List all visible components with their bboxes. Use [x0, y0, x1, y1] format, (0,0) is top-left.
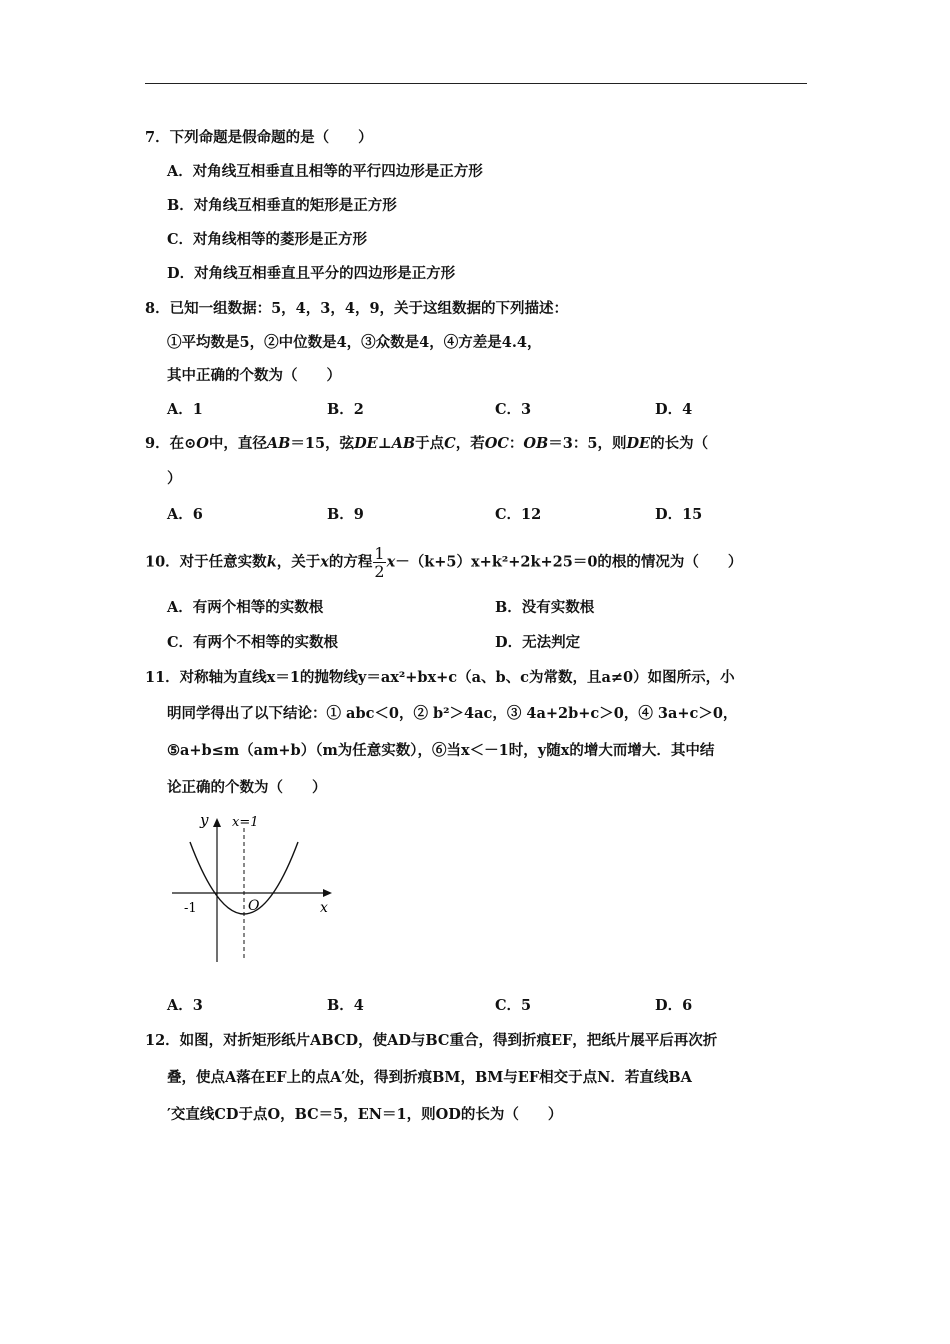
q7-stem: 7．下列命题是假命题的是（ ） — [145, 129, 373, 146]
q8-option-d: D．4 — [655, 401, 693, 418]
q8-statements: ①平均数是5，②中位数是4，③众数是4，④方差是4.4， — [167, 334, 542, 351]
q12-line-2: 叠，使点A落在EF上的点A′处，得到折痕BM，BM与EF相交于点N．若直线BA — [167, 1069, 692, 1086]
q9-option-c: C．12 — [495, 506, 542, 523]
q8-option-a: A．1 — [167, 401, 203, 418]
q11-line-3: ⑤a+b≤m（am+b）（m为任意实数），⑥当x＜－1时，y随x的增大而增大．其中结 — [167, 742, 715, 759]
q10-option-d: D．无法判定 — [495, 634, 581, 651]
q12-line-3: ′交直线CD于点O，BC＝5，EN＝1，则OD的长为（ ） — [167, 1106, 563, 1123]
q7-option-d: D．对角线互相垂直且平分的四边形是正方形 — [167, 265, 456, 282]
q9-option-a: A．6 — [167, 506, 203, 523]
y-axis-arrow — [213, 818, 221, 827]
q10-stem: 10．对于任意实数k，关于x的方程 $\frac{1}{2}$ x－（k+5）x+k²+2k+25＝0的根的情况为（ ） — [145, 544, 743, 581]
q10-fraction: $\frac{1}{2}$ — [374, 544, 385, 581]
q9-stem: 9．在⊙O中，直径AB＝15，弦DE⊥AB于点C，若OC：OB＝3：5，则DE的长为（ — [145, 435, 709, 452]
q11-line-2: 明同学得出了以下结论：① abc＜0，② b²＞4ac，③ 4a+2b+c＞0，④ 3a+c＞0， — [167, 705, 738, 722]
q11-line-1: 11．对称轴为直线x＝1的抛物线y＝ax²+bx+c（a、b、c为常数，且a≠0）如图所示，小 — [145, 669, 735, 686]
q8-question: 其中正确的个数为（ ） — [167, 367, 341, 384]
q9-option-b: B．9 — [327, 506, 364, 523]
y-axis-label: y — [200, 811, 209, 829]
origin-label: O — [248, 898, 260, 914]
q7-option-b: B．对角线互相垂直的矩形是正方形 — [167, 197, 397, 214]
q12-line-1: 12．如图，对折矩形纸片ABCD，使AD与BC重合，得到折痕EF，把纸片展平后再次折 — [145, 1032, 718, 1049]
q11-option-d: D．6 — [655, 997, 693, 1014]
q11-line-4: 论正确的个数为（ ） — [167, 779, 327, 796]
neg-one-label: -1 — [184, 901, 197, 916]
q8-option-c: C．3 — [495, 401, 532, 418]
header-rule — [145, 83, 807, 84]
q10-option-b: B．没有实数根 — [495, 599, 595, 616]
q11-option-b: B．4 — [327, 997, 364, 1014]
symmetry-axis-label: x=1 — [232, 815, 259, 830]
x-axis-arrow — [323, 889, 332, 897]
q11-option-c: C．5 — [495, 997, 532, 1014]
q7-option-a: A．对角线互相垂直且相等的平行四边形是正方形 — [167, 163, 483, 180]
q10-option-a: A．有两个相等的实数根 — [167, 599, 324, 616]
q9-stem-close: ） — [167, 470, 182, 487]
q11-option-a: A．3 — [167, 997, 203, 1014]
parabola-graph — [160, 810, 340, 965]
q9-option-d: D．15 — [655, 506, 703, 523]
q8-option-b: B．2 — [327, 401, 364, 418]
q8-stem: 8．已知一组数据：5，4，3，4，9，关于这组数据的下列描述： — [145, 300, 569, 317]
q10-option-c: C．有两个不相等的实数根 — [167, 634, 339, 651]
x-axis-label: x — [320, 900, 328, 916]
q7-option-c: C．对角线相等的菱形是正方形 — [167, 231, 368, 248]
